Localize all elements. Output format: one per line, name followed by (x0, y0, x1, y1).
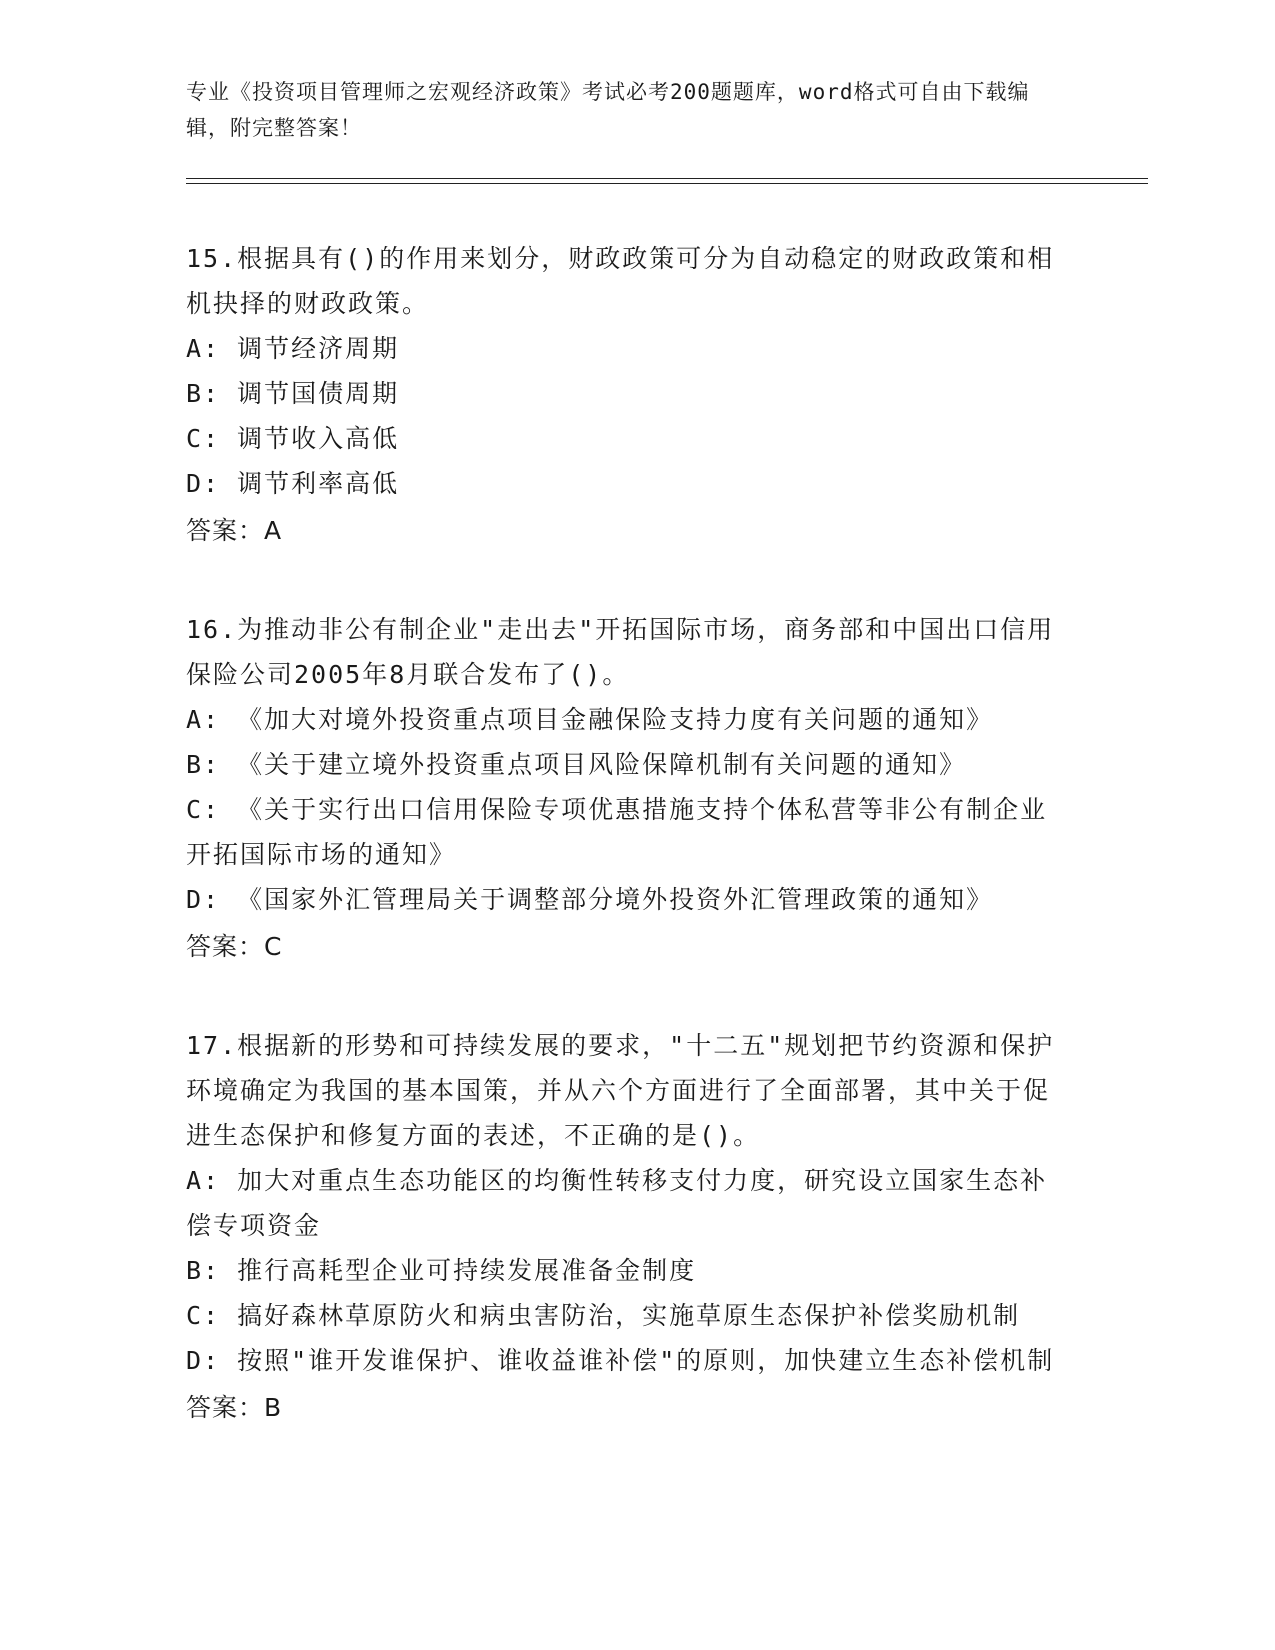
option-d: D: 《国家外汇管理局关于调整部分境外投资外汇管理政策的通知》 (186, 885, 994, 914)
option-d: D: 调节利率高低 (186, 469, 400, 498)
document-header: 专业《投资项目管理师之宏观经济政策》考试必考200题题库，word格式可自由下载编辑，附完整答案！ (186, 80, 1030, 140)
header-divider-top (186, 178, 1148, 179)
question-list (186, 236, 1066, 1484)
question-stem: 17.根据新的形势和可持续发展的要求，"十二五"规划把节约资源和保护环境确定为我国的基本国策，并从六个方面进行了全面部署，其中关于促进生态保护和修复方面的表述，不正确的是()。 (186, 1031, 1055, 1150)
answer-line: 答案：C (186, 932, 283, 961)
option-c: C: 搞好森林草原防火和病虫害防治，实施草原生态保护补偿奖励机制 (186, 1301, 1021, 1330)
option-b: B: 调节国债周期 (186, 379, 400, 408)
header-divider-bottom (186, 183, 1148, 184)
option-d: D: 按照"谁开发谁保护、谁收益谁补偿"的原则，加快建立生态补偿机制 (186, 1346, 1055, 1375)
answer-line: 答案：A (186, 516, 283, 545)
question-item (186, 236, 1066, 553)
question-stem: 15.根据具有()的作用来划分，财政政策可分为自动稳定的财政政策和相机抉择的财政政策。 (186, 244, 1055, 318)
option-b: B: 推行高耗型企业可持续发展准备金制度 (186, 1256, 697, 1285)
question-item (186, 1023, 1066, 1430)
option-a: A: 调节经济周期 (186, 334, 400, 363)
option-c: C: 《关于实行出口信用保险专项优惠措施支持个体私营等非公有制企业开拓国际市场的通知》 (186, 795, 1048, 869)
option-c: C: 调节收入高低 (186, 424, 400, 453)
question-stem: 16.为推动非公有制企业"走出去"开拓国际市场，商务部和中国出口信用保险公司2005年8月联合发布了()。 (186, 615, 1055, 689)
option-a: A: 《加大对境外投资重点项目金融保险支持力度有关问题的通知》 (186, 705, 994, 734)
option-a: A: 加大对重点生态功能区的均衡性转移支付力度，研究设立国家生态补偿专项资金 (186, 1166, 1048, 1240)
answer-line: 答案：B (186, 1393, 283, 1422)
question-item (186, 607, 1066, 969)
option-b: B: 《关于建立境外投资重点项目风险保障机制有关问题的通知》 (186, 750, 967, 779)
